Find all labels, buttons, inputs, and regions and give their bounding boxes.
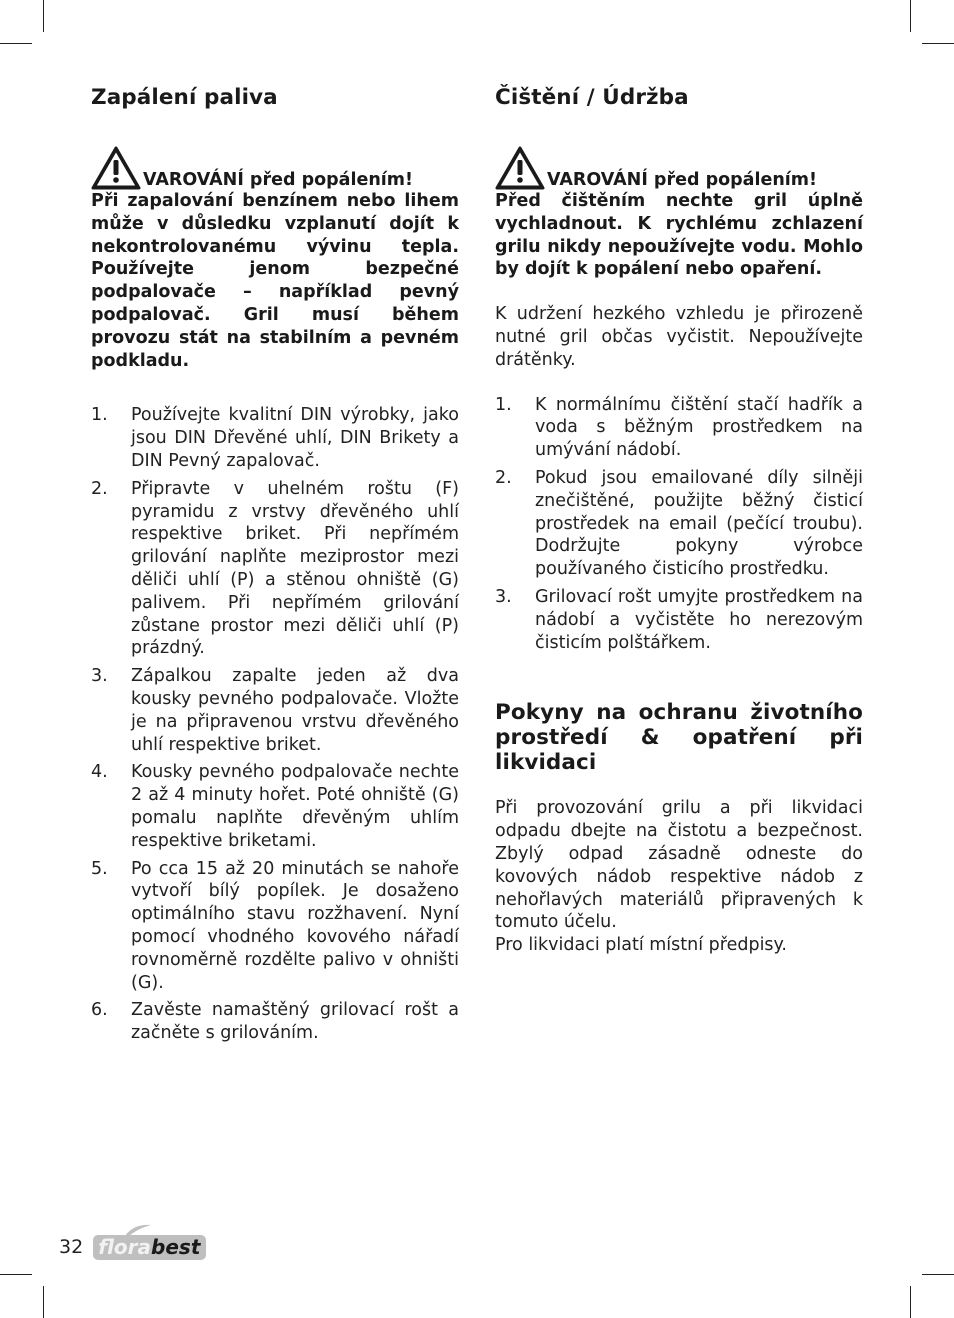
ignition-steps bbox=[91, 404, 459, 1045]
warning-box bbox=[91, 146, 459, 372]
list-item: 2. Pokud jsou emailované díly silněji znečištěné, použijte běžný čisticí prostředek na email (pečící troubu). Dodržujte pokyny výrobce používaného čisticího prostředku. bbox=[495, 467, 863, 580]
environment-disposal-note: Pro likvidaci platí místní předpisy. bbox=[495, 935, 787, 956]
logo-text-part2: best bbox=[151, 1234, 201, 1259]
list-item: 3. Zápalkou zapalte jeden až dva kousky pevného podpalovače. Vložte je na připravenou vrstvu dřevěného uhlí respektive briket. bbox=[91, 666, 459, 755]
warning-triangle-icon bbox=[91, 146, 141, 190]
cleaning-intro: K udržení hezkého vzhledu je přirozeně nutné gril občas vyčistit. Nepoužívejte drátěnky. bbox=[495, 304, 863, 370]
list-item: 1. K normálnímu čištění stačí hadřík a voda s běžným prostředkem na umývání nádobí. bbox=[495, 394, 863, 461]
section-heading-ignition: Zapálení paliva bbox=[91, 85, 278, 110]
crop-mark bbox=[43, 1286, 44, 1318]
list-item: 3. Grilovací rošt umyjte prostředkem na nádobí a vyčistěte ho nerezovým čisticím polštářkem. bbox=[495, 586, 863, 653]
brand-logo bbox=[93, 1235, 206, 1260]
warning-text: Při zapalování benzínem nebo lihem může v důsledku vzplanutí dojít k nekontrolovanému vývinu tepla. Používejte jenom bezpečné podpalovače – například pevný podpalovač. Gril musí během provozu stát na stabilním a pevném podkladu. bbox=[91, 191, 459, 371]
crop-mark bbox=[43, 0, 44, 32]
list-item: 5. Po cca 15 až 20 minutách se nahoře vytvoří bílý popílek. Je dosaženo optimálního stavu rozžhavení. Nyní pomocí vhodného kovového nářadí rovnoměrně rozdělte palivo v ohništi (G). bbox=[91, 858, 459, 993]
warning-title: VAROVÁNÍ před popálením! bbox=[547, 170, 818, 190]
logo-text-part1: flora bbox=[98, 1234, 152, 1259]
warning-header bbox=[495, 146, 863, 190]
list-item: 4. Kousky pevného podpalovače nechte 2 až 4 minuty hořet. Poté ohniště (G) pomalu naplňte dřevěným uhlím respektive briketami. bbox=[91, 762, 459, 851]
right-column bbox=[495, 84, 863, 957]
crop-mark bbox=[922, 1274, 954, 1275]
left-column bbox=[91, 84, 459, 1050]
section-heading-environment: Pokyny na ochranu životního prostředí & opatření při likvidaci bbox=[495, 700, 863, 776]
crop-mark bbox=[910, 1286, 911, 1318]
warning-triangle-icon bbox=[495, 146, 545, 190]
list-item: 2. Připravte v uhelném roštu (F) pyramidu z vrstvy dřevěného uhlí respektive briket. Při nepřímém grilování naplňte meziprostor mezi děliči uhlí (P) a stěnou ohniště (G) palivem. Při nepřímém grilování zůstane prostor mezi děliči uhlí (P) prázdný. bbox=[91, 478, 459, 659]
list-item: 6. Zavěste namaštěný grilovací rošt a začněte s grilováním. bbox=[91, 1000, 459, 1044]
section-heading-cleaning: Čištění / Údržba bbox=[495, 85, 689, 110]
crop-mark bbox=[910, 0, 911, 32]
leaf-icon bbox=[123, 1223, 153, 1237]
list-item: 1. Používejte kvalitní DIN výrobky, jako jsou DIN Dřevěné uhlí, DIN Brikety a DIN Pevný zapalovač. bbox=[91, 405, 459, 471]
warning-header bbox=[91, 146, 459, 190]
crop-mark bbox=[0, 1274, 32, 1275]
page-number: 32 bbox=[59, 1236, 84, 1258]
warning-text: Před čištěním nechte gril úplně vychladnout. K rychlému zchlazení grilu nikdy nepoužívejte vodu. Mohlo by dojít k popálení nebo opaření. bbox=[495, 191, 863, 280]
page-footer bbox=[59, 1232, 206, 1262]
cleaning-steps bbox=[495, 394, 863, 655]
environment-text: Při provozování grilu a při likvidaci odpadu dbejte na čistotu a bezpečnost. Zbylý odpad zásadně odneste do kovových nádob respektive nádob z nehořlavých materiálů připravených k tomuto účelu. bbox=[495, 798, 863, 933]
crop-mark bbox=[0, 43, 32, 44]
warning-title: VAROVÁNÍ před popálením! bbox=[143, 170, 414, 190]
crop-mark bbox=[922, 43, 954, 44]
warning-box bbox=[495, 146, 863, 281]
